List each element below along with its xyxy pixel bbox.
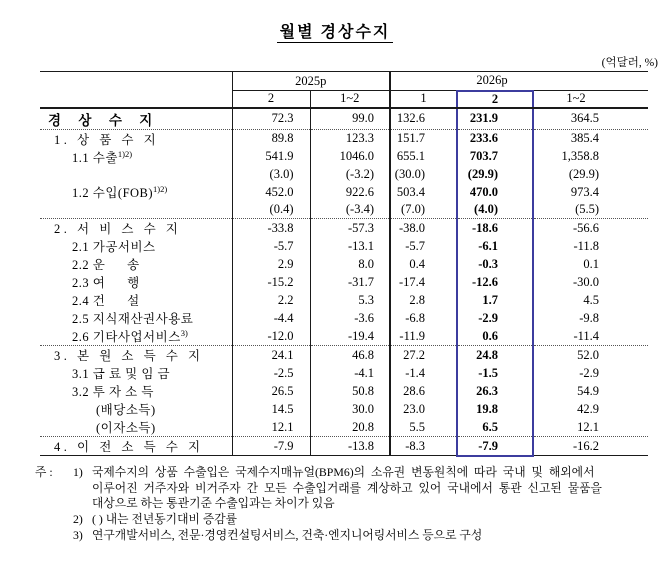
cell-value: 52.0	[533, 346, 648, 365]
cell-value: -13.8	[310, 437, 390, 456]
col-group-2026: 2026p	[390, 72, 648, 91]
row-label-text: 2.5 지식재산권사용료	[72, 312, 194, 327]
cell-value: 4.5	[583, 292, 600, 307]
footnote-marker: 3)	[73, 528, 83, 543]
cell-value: 364.5	[570, 111, 600, 125]
cell-value: 12.1	[577, 419, 600, 434]
cell-value: -31.7	[310, 273, 390, 291]
table-row	[40, 309, 648, 327]
cell-value: 541.9	[232, 148, 310, 166]
footnote-line: 이루어진 거주자와 비거주자 간 모든 수출입거래를 계상하고 있어 국내에서 통관 신고된 물품을	[92, 480, 602, 495]
cell-value: -4.1	[310, 364, 390, 382]
row-label-text: 2.3 여 행	[72, 276, 140, 291]
row-label	[40, 291, 232, 309]
cell-value: 123.3	[310, 129, 390, 148]
row-label	[40, 364, 232, 382]
header-group-row	[40, 72, 648, 91]
row-label	[40, 148, 232, 166]
table-body	[40, 108, 648, 456]
cell-value: -9.8	[579, 310, 600, 325]
footnote-ref: 1)2)	[153, 184, 168, 195]
row-label-text: (배당소득)	[96, 403, 156, 418]
cell-value: 452.0	[232, 183, 310, 201]
footnote-line: 연구개발서비스, 전문·경영컨설팅서비스, 건축·엔지니어링서비스 등으로 구성	[92, 528, 483, 543]
table-row	[40, 255, 648, 273]
cell-value: 14.5	[232, 400, 310, 418]
cell-value: -6.8	[405, 310, 425, 325]
table-row	[40, 327, 648, 346]
col-header-2026-12: 1~2	[533, 91, 648, 108]
footnote-marker: 1)	[73, 464, 83, 479]
cell-value: -7.9	[232, 437, 310, 456]
cell-value: -12.6	[457, 273, 533, 291]
table-row	[40, 437, 648, 456]
col-group-2025: 2025p	[232, 72, 390, 91]
cell-value: 655.1	[396, 149, 425, 163]
cell-value: (29.9)	[457, 166, 533, 184]
cell-value: -12.0	[232, 327, 310, 346]
cell-value: 922.6	[310, 183, 390, 201]
cell-value: 46.8	[310, 346, 390, 365]
footnote-2	[35, 512, 662, 528]
title-bar	[0, 19, 670, 43]
cell-value: -5.7	[232, 237, 310, 255]
cell-value: -16.2	[533, 437, 648, 456]
cell-value: 132.6	[396, 111, 425, 125]
row-label	[40, 166, 232, 184]
cell-value: 231.9	[457, 108, 533, 130]
cell-value: 24.1	[232, 346, 310, 365]
cell-value: -30.0	[572, 274, 600, 289]
cell-value: 0.4	[409, 256, 425, 271]
row-label	[40, 219, 232, 238]
cell-value: -57.3	[310, 219, 390, 238]
cell-value: 151.7	[390, 129, 457, 148]
row-label	[40, 183, 232, 201]
table-row	[40, 201, 648, 219]
cell-value: -13.1	[310, 237, 390, 255]
cell-value: 26.5	[232, 382, 310, 400]
row-label-text: 2.2 운 송	[72, 258, 140, 273]
cell-value: 703.7	[457, 148, 533, 166]
row-label-text: 2.1 가공서비스	[72, 240, 156, 255]
cell-value: 233.6	[457, 129, 533, 148]
cell-value: 973.4	[570, 184, 600, 199]
row-label-text: 1. 상 품 수 지	[54, 132, 160, 147]
table-row	[40, 418, 648, 437]
cell-value: -2.9	[457, 309, 533, 327]
footnote-1	[35, 465, 662, 512]
cell-value: 24.8	[457, 346, 533, 365]
col-header-2026-2-highlighted: 2	[457, 91, 533, 108]
row-label	[40, 382, 232, 400]
cell-value: -6.1	[457, 237, 533, 255]
cell-value: 20.8	[310, 418, 390, 437]
cell-value: -33.8	[232, 219, 310, 238]
row-label-text: 경 상 수 지	[48, 112, 160, 128]
cell-value: 5.3	[310, 291, 390, 309]
cell-value: -1.4	[405, 365, 425, 380]
cell-value: -11.9	[399, 328, 425, 343]
table-row	[40, 273, 648, 291]
cell-value: 30.0	[310, 400, 390, 418]
col-header-2025-12: 1~2	[310, 91, 390, 108]
footnote-line: 국제수지의 상품 수출입은 국제수지매뉴얼(BPM6)의 소유권 변동원칙에 따라 국내 및 해외에서	[92, 464, 595, 479]
table-row	[40, 183, 648, 201]
cell-value: 72.3	[232, 108, 310, 130]
cell-value: -18.6	[457, 219, 533, 238]
table-row	[40, 364, 648, 382]
table-row	[40, 291, 648, 309]
cell-value: 23.0	[403, 401, 425, 416]
footnote-ref: 1)2)	[117, 148, 133, 159]
cell-value: (30.0)	[394, 166, 425, 181]
row-label-text: 3.1 급 료 및 임 금	[72, 367, 171, 382]
row-label	[40, 309, 232, 327]
row-label	[40, 129, 232, 148]
cell-value: (-3.2)	[310, 166, 390, 184]
cell-value: 26.3	[457, 382, 533, 400]
cell-value: 503.4	[396, 184, 425, 199]
col-header-2025-2: 2	[232, 91, 310, 108]
footnote-ref: 3)	[180, 328, 188, 339]
row-label-text: 3. 본 원 소 득 수 지	[54, 349, 204, 364]
cell-value: -38.0	[390, 219, 457, 238]
cell-value: (7.0)	[401, 202, 425, 217]
footnote-marker: 2)	[73, 512, 83, 527]
table-row	[40, 346, 648, 365]
table-row	[40, 166, 648, 184]
table-row	[40, 237, 648, 255]
row-label-text: 2. 서 비 스 수 지	[54, 222, 182, 237]
cell-value: (0.4)	[232, 201, 310, 219]
footnote-prefix: 주 :	[35, 464, 53, 479]
page-title: 월별 경상수지	[277, 24, 394, 43]
row-label-text: 2.6 기타사업서비스	[72, 330, 181, 345]
table-row	[40, 129, 648, 148]
cell-value: 1046.0	[310, 148, 390, 166]
row-label	[40, 418, 232, 437]
cell-value: 8.0	[310, 255, 390, 273]
cell-value: 19.8	[457, 400, 533, 418]
table-row	[40, 148, 648, 166]
cell-value: 385.4	[533, 129, 648, 148]
cell-value: -5.7	[405, 238, 425, 253]
current-account-table	[40, 71, 648, 457]
cell-value: 0.6	[457, 327, 533, 346]
cell-value: 28.6	[403, 383, 425, 398]
cell-value: 470.0	[457, 183, 533, 201]
cell-value: 1,358.8	[561, 149, 600, 163]
col-header-2026-1: 1	[390, 91, 457, 108]
cell-value: 12.1	[232, 418, 310, 437]
cell-value: -15.2	[232, 273, 310, 291]
row-label	[40, 273, 232, 291]
label-column-header	[40, 72, 232, 108]
cell-value: -1.5	[457, 364, 533, 382]
cell-value: 2.2	[232, 291, 310, 309]
cell-value: -11.4	[573, 328, 600, 343]
row-label	[40, 327, 232, 346]
row-label	[40, 400, 232, 418]
footnote-line: 대상으로 하는 통관기준 수출입과는 차이가 있음	[92, 496, 335, 511]
cell-value: -8.3	[390, 437, 457, 456]
row-label-text: 3.2 투 자 소 득	[72, 385, 154, 400]
cell-value: 99.0	[310, 108, 390, 130]
cell-value: -56.6	[533, 219, 648, 238]
cell-value: (29.9)	[568, 166, 600, 181]
table-row	[40, 400, 648, 418]
row-label-text: 1.1 수출	[72, 150, 118, 165]
cell-value: 0.1	[583, 256, 600, 271]
footnote-3	[35, 528, 662, 544]
row-label-text: 2.4 건 설	[72, 294, 140, 309]
cell-value: (4.0)	[457, 201, 533, 219]
cell-value: -19.4	[310, 327, 390, 346]
unit-label: (억달러, %)	[601, 57, 658, 69]
footnote-line: ( ) 내는 전년동기대비 증감률	[92, 512, 238, 527]
cell-value: -2.5	[232, 364, 310, 382]
row-label	[40, 237, 232, 255]
cell-value: 6.5	[457, 418, 533, 437]
cell-value: -2.9	[579, 365, 600, 380]
cell-value: (3.0)	[232, 166, 310, 184]
cell-value: -11.8	[573, 238, 600, 253]
cell-value: 27.2	[390, 346, 457, 365]
row-label	[40, 437, 232, 456]
cell-value: -7.9	[457, 437, 533, 456]
cell-value: 1.7	[457, 291, 533, 309]
table-row	[40, 108, 648, 130]
table-row	[40, 382, 648, 400]
row-label	[40, 346, 232, 365]
row-label-text: 1.2 수입(FOB)	[72, 186, 154, 201]
cell-value: 2.9	[232, 255, 310, 273]
cell-value: 54.9	[577, 383, 600, 398]
row-label-text: (이자소득)	[96, 421, 156, 436]
cell-value: -3.6	[310, 309, 390, 327]
cell-value: 50.8	[310, 382, 390, 400]
cell-value: 2.8	[409, 292, 425, 307]
row-label	[40, 108, 232, 130]
cell-value: -0.3	[457, 255, 533, 273]
row-label	[40, 255, 232, 273]
cell-value: 5.5	[409, 419, 425, 434]
cell-value: -17.4	[398, 274, 425, 289]
cell-value: 42.9	[577, 401, 600, 416]
footnotes	[35, 465, 662, 544]
table-row	[40, 219, 648, 238]
cell-value: -4.4	[232, 309, 310, 327]
cell-value: (-3.4)	[310, 201, 390, 219]
cell-value: (5.5)	[575, 202, 600, 217]
row-label	[40, 201, 232, 219]
row-label-text: 4. 이 전 소 득 수 지	[54, 440, 204, 455]
cell-value: 89.8	[232, 129, 310, 148]
